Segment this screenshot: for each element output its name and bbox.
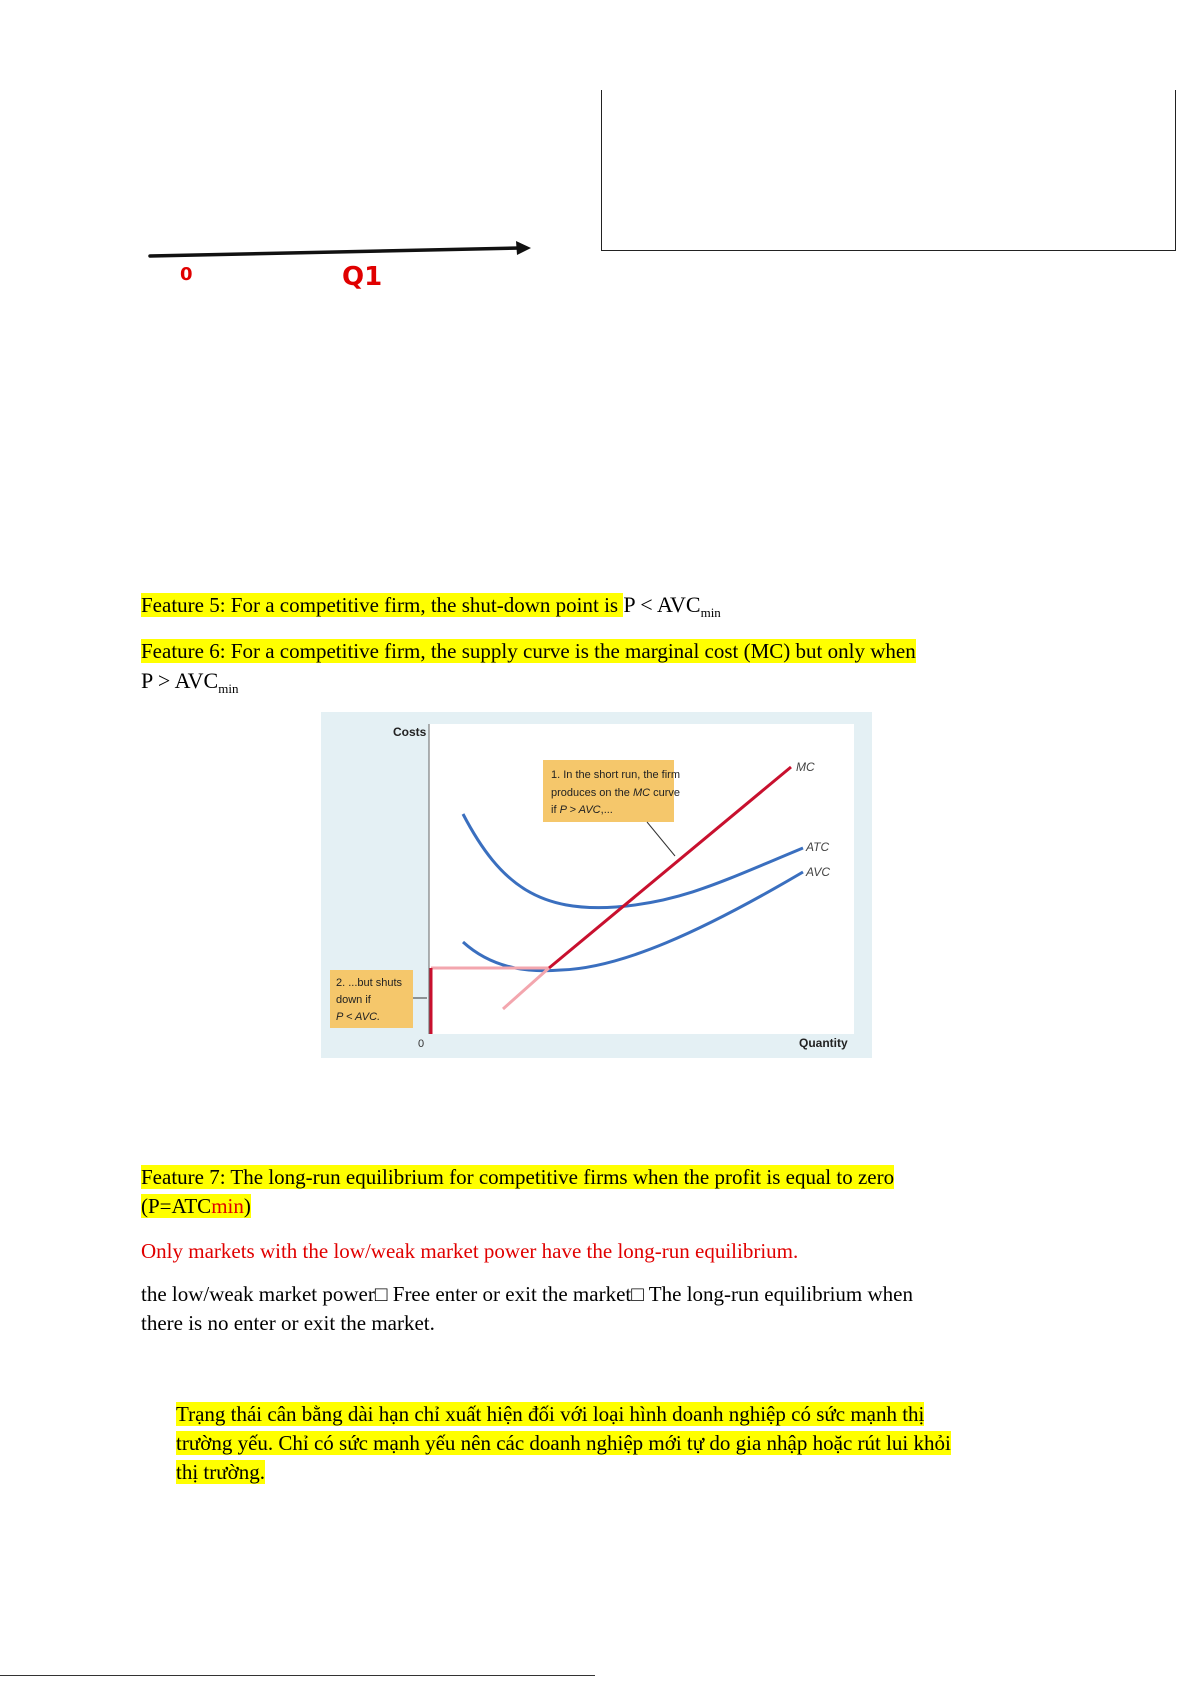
feature5-text: Feature 5: For a competitive firm, the shut-down point is — [141, 593, 624, 617]
y-axis-label: Costs — [393, 725, 427, 739]
feature6-formula-main: P > AVC — [141, 668, 219, 693]
annotation1-line1: 1. In the short run, the firm — [551, 769, 681, 781]
feature6-formula — [141, 668, 239, 696]
avc-label: AVC — [806, 865, 831, 879]
feature7-line2: (P=ATCmin) — [141, 1194, 251, 1218]
vietnamese-line1: Trạng thái cân bằng dài hạn chỉ xuất hiện đối với loại hình doanh nghiệp có sức mạnh thị — [176, 1402, 925, 1426]
explanation-line2: there is no enter or exit the market. — [141, 1311, 435, 1335]
feature7-paragraph — [141, 1163, 1141, 1221]
atc-label: ATC — [806, 840, 830, 854]
origin-label: 0 — [418, 1038, 425, 1050]
annotation1-line2: produces on the MC curve — [551, 787, 681, 799]
annotation2-line1: 2. ...but shuts — [336, 977, 403, 989]
feature6-text: Feature 6: For a competitive firm, the supply curve is the marginal cost (MC) but only when — [141, 639, 916, 663]
feature6-formula-sub: min — [218, 681, 239, 696]
vietnamese-paragraph — [176, 1400, 1156, 1487]
x-axis-label: Quantity — [799, 1036, 848, 1050]
feature5-paragraph — [141, 590, 1141, 627]
sketch-q1-label: Q1 — [342, 262, 383, 292]
explanation-line1: the low/weak market power□ Free enter or exit the market□ The long-run equilibrium when — [141, 1282, 913, 1306]
footnote-separator — [0, 1675, 595, 1676]
vietnamese-line3: thị trường. — [176, 1460, 265, 1484]
feature5-formula-sub: min — [700, 605, 721, 620]
feature5-formula-main: P < AVC — [623, 592, 701, 617]
sketch-origin-label: 0 — [180, 264, 193, 285]
annotation2-line2: down if — [336, 994, 371, 1006]
annotation2-line3: P < AVC. — [336, 1011, 381, 1023]
feature5-formula — [623, 592, 721, 620]
hand-drawn-axis-sketch — [0, 0, 600, 310]
red-note: Only markets with the low/weak market power have the long-run equilibrium. — [141, 1239, 799, 1263]
top-right-box — [601, 90, 1176, 251]
feature6-paragraph — [141, 637, 1041, 703]
annotation1-line3: if P > AVC,... — [551, 804, 613, 816]
cost-curves-figure — [321, 712, 872, 1058]
mc-label: MC — [796, 760, 815, 774]
feature7-line1: Feature 7: The long-run equilibrium for competitive firms when the profit is equal to zero — [141, 1165, 895, 1189]
explanation-paragraph — [141, 1280, 1141, 1338]
vietnamese-line2: trường yếu. Chỉ có sức mạnh yếu nên các doanh nghiệp mới tự do gia nhập hoặc rút lui khỏi — [176, 1431, 951, 1455]
